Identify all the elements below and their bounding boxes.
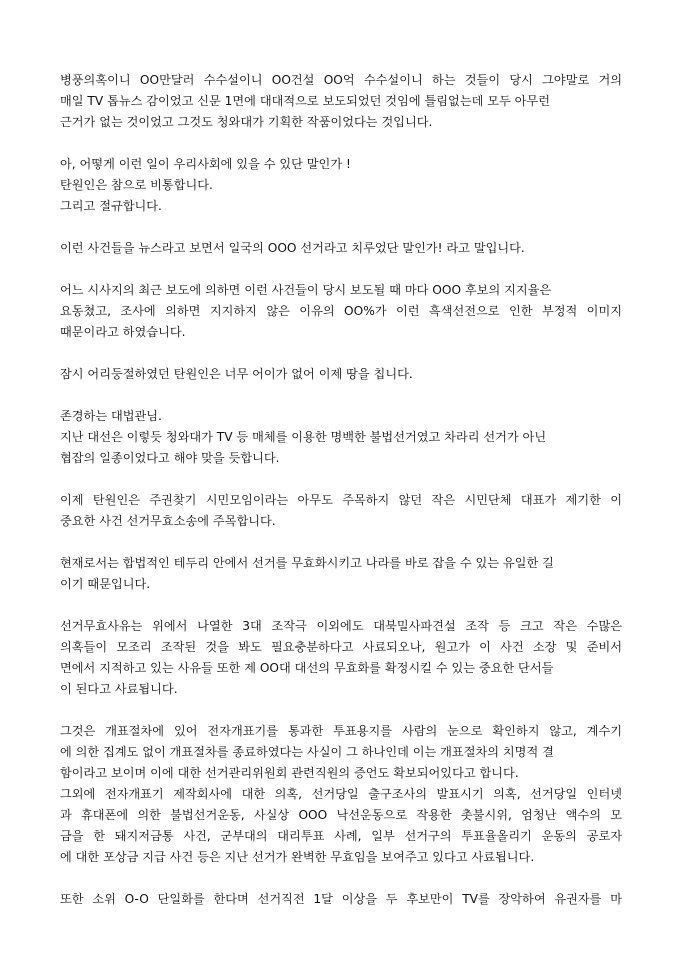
text-line: 요동쳤고, 조사에 의하면 지지하지 않은 이유의 OO%가 이런 흑색선전으로 인한 부정적 이미지 xyxy=(60,304,622,318)
paragraph xyxy=(60,364,622,385)
text-line: 아, 어떻게 이런 일이 우리사회에 있을 수 있단 말인가 ! xyxy=(60,157,351,171)
text-line: 에 대한 포상금 지급 사건 등은 지난 선거가 완벽한 무효임을 보여주고 있다고 사료됩니다. xyxy=(60,850,535,864)
text-line: 이제 탄원인은 주권찾기 시민모임이라는 아무도 주목하지 않던 작은 시민단체 대표가 제기한 이 xyxy=(60,493,622,507)
paragraph xyxy=(60,490,622,532)
text-line: 때문이라고 하였습니다. xyxy=(60,325,186,339)
text-line: 그것은 개표절차에 있어 전자개표기를 통과한 투표용지를 사람의 눈으로 확인하지 않고, 계수기 xyxy=(60,724,622,738)
text-line: 과 휴대폰에 의한 불법선거운동, 사실상 OOO 낙선운동으로 작용한 촛불시위, 엄청난 액수의 모 xyxy=(60,808,622,822)
document-body xyxy=(60,70,622,931)
paragraph xyxy=(60,616,622,700)
paragraph xyxy=(60,70,622,133)
paragraph xyxy=(60,721,622,868)
paragraph xyxy=(60,280,622,343)
text-line: 이 된다고 사료됩니다. xyxy=(60,682,178,696)
text-line: 의혹들이 모조리 조작된 것을 봐도 필요충분하다고 사료되오나, 원고가 이 사건 소장 및 준비서 xyxy=(60,640,622,654)
paragraph xyxy=(60,553,622,595)
text-line: 어느 시사지의 최근 보도에 의하면 이런 사건들이 당시 보도될 때 마다 OOO 후보의 지지율은 xyxy=(60,283,552,297)
text-line: 중요한 사건 선거무효소송에 주목합니다. xyxy=(60,514,276,528)
text-line: 이기 때문입니다. xyxy=(60,577,151,591)
text-line: 협잡의 일종이었다고 해야 맞을 듯합니다. xyxy=(60,451,280,465)
text-line: 현재로서는 합법적인 테두리 안에서 선거를 무효화시키고 나라를 바로 잡을 수 있는 유일한 길 xyxy=(60,556,554,570)
text-line: 매일 TV 톱뉴스 감이었고 신문 1면에 대대적으로 보도되었던 것임에 틀림없는데 모두 아무런 xyxy=(60,94,550,108)
text-line: 병풍의혹이니 OO만달러 수수설이니 OO건설 OO억 수수설이니 하는 것들이 당시 그야말로 거의 xyxy=(60,73,622,87)
text-line: 지난 대선은 이렇듯 청와대가 TV 등 매체를 이용한 명백한 불법선거였고 차라리 선거가 아닌 xyxy=(60,430,547,444)
paragraph xyxy=(60,889,622,910)
text-line: 잠시 어리둥절하였던 탄원인은 너무 어이가 없어 이제 땅을 칩니다. xyxy=(60,367,413,381)
text-line: 에 의한 집계도 없이 개표절차를 종료하였다는 사실이 그 하나인데 이는 개표절차의 치명적 결 xyxy=(60,745,554,759)
text-line: 이런 사건들을 뉴스라고 보면서 일국의 OOO 선거라고 치루었단 말인가! 라고 말입니다. xyxy=(60,241,525,255)
paragraph xyxy=(60,406,622,469)
text-line: 그외에 전자개표기 제작회사에 대한 의혹, 선거당일 출구조사의 발표시기 의혹, 선거당일 인터넷 xyxy=(60,787,622,801)
text-line: 함이라고 보이며 이에 대한 선거관리위원회 관련직원의 증언도 확보되어있다고 합니다. xyxy=(60,766,519,780)
text-line: 또한 소위 O-O 단일화를 한다며 선거직전 1달 이상을 두 후보만이 TV를 장악하여 유권자를 마 xyxy=(60,892,622,906)
text-line: 면에서 지적하고 있는 사유들 또한 제 OO대 대선의 무효화를 확정시킬 수 있는 중요한 단서들 xyxy=(60,661,554,675)
paragraph xyxy=(60,238,622,259)
text-line: 존경하는 대법관님. xyxy=(60,409,162,423)
text-line: 탄원인은 참으로 비통합니다. xyxy=(60,178,213,192)
text-line: 근거가 없는 것이었고 그것도 청와대가 기획한 작품이었다는 것입니다. xyxy=(60,115,433,129)
text-line: 선거무효사유는 위에서 나열한 3대 조작극 이외에도 대북밀사파견설 조작 등 크고 작은 수많은 xyxy=(60,619,622,633)
paragraph xyxy=(60,154,622,217)
text-line: 금을 한 돼지저금통 사건, 군부대의 대리투표 사례, 일부 선거구의 투표율올리기 운동의 공로자 xyxy=(60,829,622,843)
text-line: 그리고 절규합니다. xyxy=(60,199,162,213)
